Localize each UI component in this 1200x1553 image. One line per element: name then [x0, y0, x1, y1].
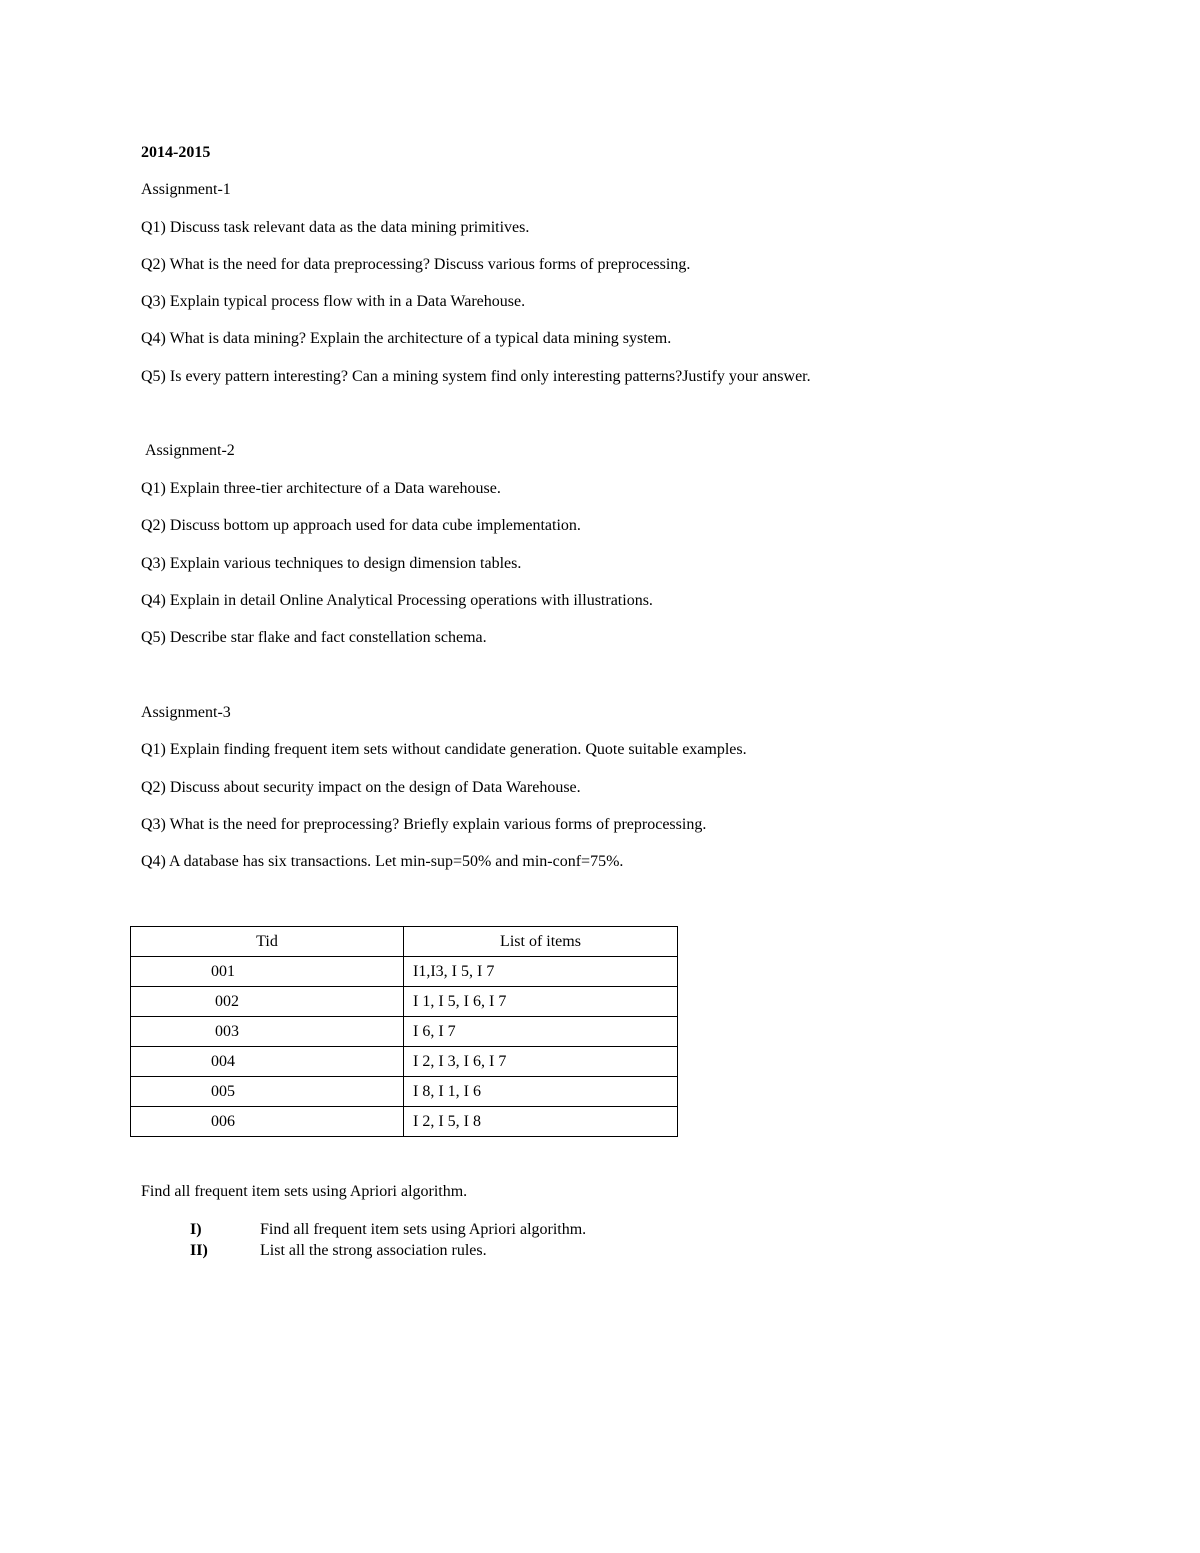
assignment-2-q4: Q4) Explain in detail Online Analytical Processing operations with illustrations.: [141, 592, 653, 609]
table-row: [131, 1077, 678, 1107]
assignment-3-q2: Q2) Discuss about security impact on the design of Data Warehouse.: [141, 779, 581, 796]
tid-cell: 004: [131, 1047, 404, 1077]
assignment-3-title: Assignment-3: [141, 704, 231, 721]
items-cell: I1,I3, I 5, I 7: [404, 957, 678, 987]
task-number: II): [190, 1242, 208, 1259]
tid-cell: 005: [131, 1077, 404, 1107]
task-text: Find all frequent item sets using Apriori algorithm.: [260, 1221, 587, 1238]
assignment-1-q1: Q1) Discuss task relevant data as the data mining primitives.: [141, 219, 530, 236]
items-cell: I 2, I 3, I 6, I 7: [404, 1047, 678, 1077]
items-cell: I 2, I 5, I 8: [404, 1107, 678, 1137]
transactions-table: [130, 926, 678, 1137]
task-text: List all the strong association rules.: [260, 1242, 487, 1259]
assignment-2-q1: Q1) Explain three-tier architecture of a Data warehouse.: [141, 480, 501, 497]
task-item: [190, 1241, 487, 1261]
assignment-1-title: Assignment-1: [141, 181, 231, 198]
assignment-1-q3: Q3) Explain typical process flow with in a Data Warehouse.: [141, 293, 526, 310]
tid-cell: 003: [131, 1017, 404, 1047]
assignment-2-q2: Q2) Discuss bottom up approach used for data cube implementation.: [141, 517, 581, 534]
table-row: [131, 957, 678, 987]
table-row: [131, 1107, 678, 1137]
header-items: List of items: [404, 927, 678, 957]
table-header-row: [131, 927, 678, 957]
task-number: I): [190, 1221, 202, 1238]
year-heading: 2014-2015: [141, 144, 211, 161]
assignment-3-q3: Q3) What is the need for preprocessing? Briefly explain various forms of preprocessing.: [141, 816, 707, 833]
items-cell: I 1, I 5, I 6, I 7: [404, 987, 678, 1017]
assignment-1-q5: Q5) Is every pattern interesting? Can a mining system find only interesting patterns?Justify your answer.: [141, 368, 811, 385]
items-cell: I 6, I 7: [404, 1017, 678, 1047]
header-tid: Tid: [131, 927, 404, 957]
assignment-2-title: Assignment-2: [145, 442, 235, 459]
table-row: [131, 987, 678, 1017]
assignment-2-q5: Q5) Describe star flake and fact constellation schema.: [141, 629, 487, 646]
assignment-1-q4: Q4) What is data mining? Explain the architecture of a typical data mining system.: [141, 330, 672, 347]
assignment-2-q3: Q3) Explain various techniques to design dimension tables.: [141, 555, 522, 572]
assignment-1-q2: Q2) What is the need for data preprocessing? Discuss various forms of preprocessing.: [141, 256, 691, 273]
task-item: [190, 1220, 586, 1240]
tid-cell: 002: [131, 987, 404, 1017]
table-row: [131, 1017, 678, 1047]
instruction-text: Find all frequent item sets using Apriori algorithm.: [141, 1183, 468, 1200]
assignment-3-q4: Q4) A database has six transactions. Let min-sup=50% and min-conf=75%.: [141, 853, 624, 870]
items-cell: I 8, I 1, I 6: [404, 1077, 678, 1107]
tid-cell: 006: [131, 1107, 404, 1137]
assignment-3-q1: Q1) Explain finding frequent item sets without candidate generation. Quote suitable examples.: [141, 741, 747, 758]
tid-cell: 001: [131, 957, 404, 987]
table-row: [131, 1047, 678, 1077]
